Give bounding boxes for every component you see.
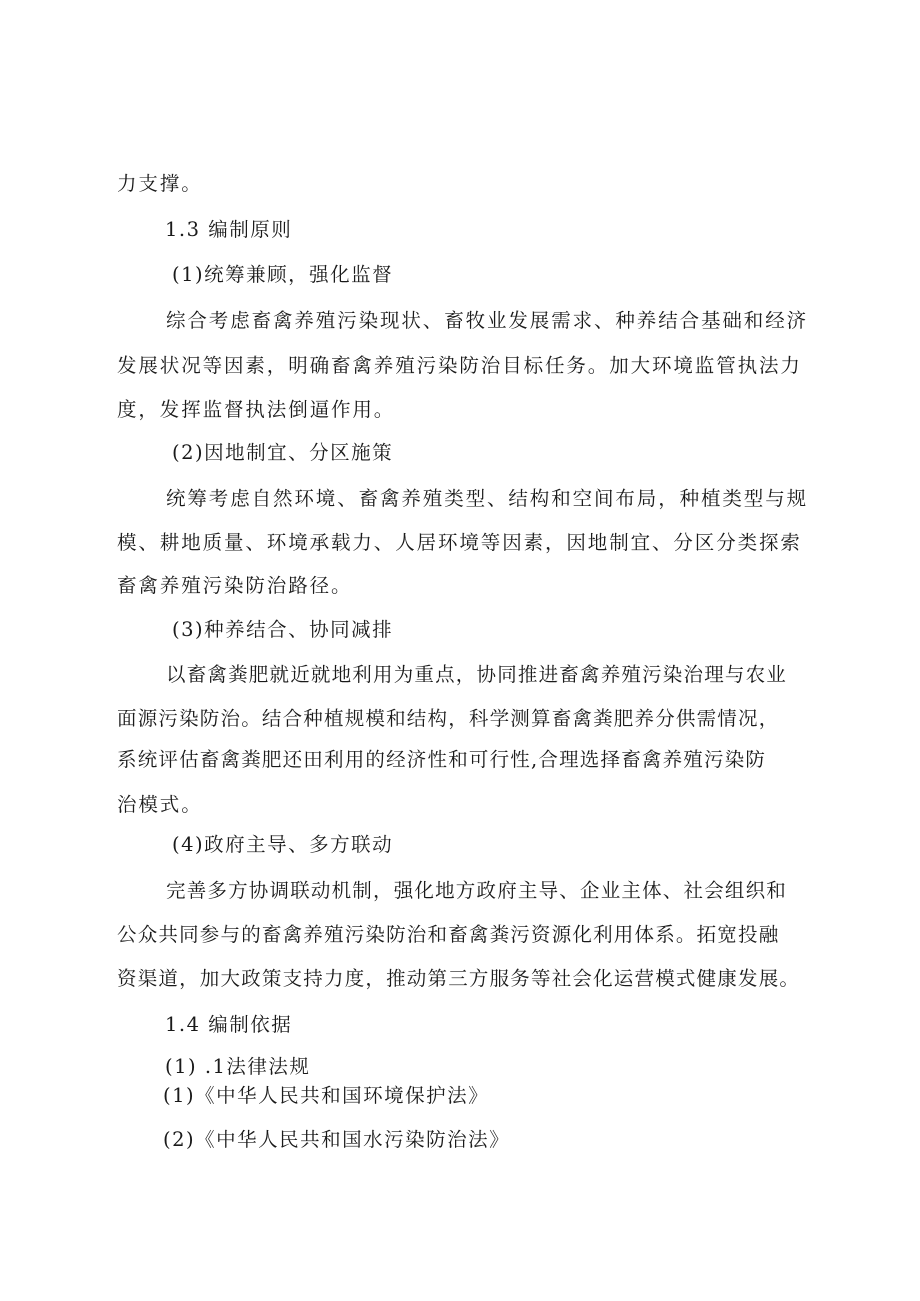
section-heading-1-3: 1.3 编制原则 (165, 218, 293, 241)
paragraph-line: 模、耕地质量、环境承载力、人居环境等因素，因地制宜、分区分类探索 (117, 531, 802, 554)
principle-heading-3: (3)种养结合、协同减排 (172, 618, 394, 641)
paragraph-line: 发展状况等因素，明确畜禽养殖污染防治目标任务。加大环境监管执法力 (117, 354, 802, 377)
paragraph-line: 度，发挥监督执法倒逼作用。 (117, 398, 396, 421)
paragraph-line: 系统评估畜禽粪肥还田利用的经济性和可行性,合理选择畜禽养殖污染防 (117, 748, 767, 771)
paragraph-line: 公众共同参与的畜禽养殖污染防治和畜禽粪污资源化利用体系。拓宽投融 (117, 923, 780, 946)
paragraph-line: 综合考虑畜禽养殖污染现状、畜牧业发展需求、种养结合基础和经济 (166, 309, 809, 332)
paragraph-line: 统筹考虑自然环境、畜禽养殖类型、结构和空间布局，种植类型与规 (166, 487, 809, 510)
paragraph-line: 完善多方协调联动机制，强化地方政府主导、企业主体、社会组织和 (166, 879, 788, 902)
paragraph-line: 畜禽养殖污染防治路径。 (117, 574, 353, 597)
paragraph-line: 面源污染防治。结合种植规模和结构，科学测算畜禽粪肥养分供需情况， (117, 707, 780, 730)
principle-heading-1: (1)统筹兼顾，强化监督 (172, 263, 394, 286)
law-item-2: (2)《中华人民共和国水污染防治法》 (163, 1128, 511, 1151)
law-item-1: (1)《中华人民共和国环境保护法》 (163, 1084, 490, 1107)
subsection-heading-laws: (1) .1法律法规 (165, 1055, 311, 1078)
section-heading-1-4: 1.4 编制依据 (165, 1013, 293, 1036)
principle-heading-4: (4)政府主导、多方联动 (172, 833, 394, 856)
paragraph-continuation: 力支撑。 (117, 172, 203, 195)
paragraph-line: 以畜禽粪肥就近就地利用为重点，协同推进畜禽养殖污染治理与农业 (166, 663, 788, 686)
principle-heading-2: (2)因地制宜、分区施策 (172, 441, 394, 464)
paragraph-line: 资渠道，加大政策支持力度，推动第三方服务等社会化运营模式健康发展。 (117, 967, 801, 990)
paragraph-line: 治模式。 (117, 793, 203, 816)
